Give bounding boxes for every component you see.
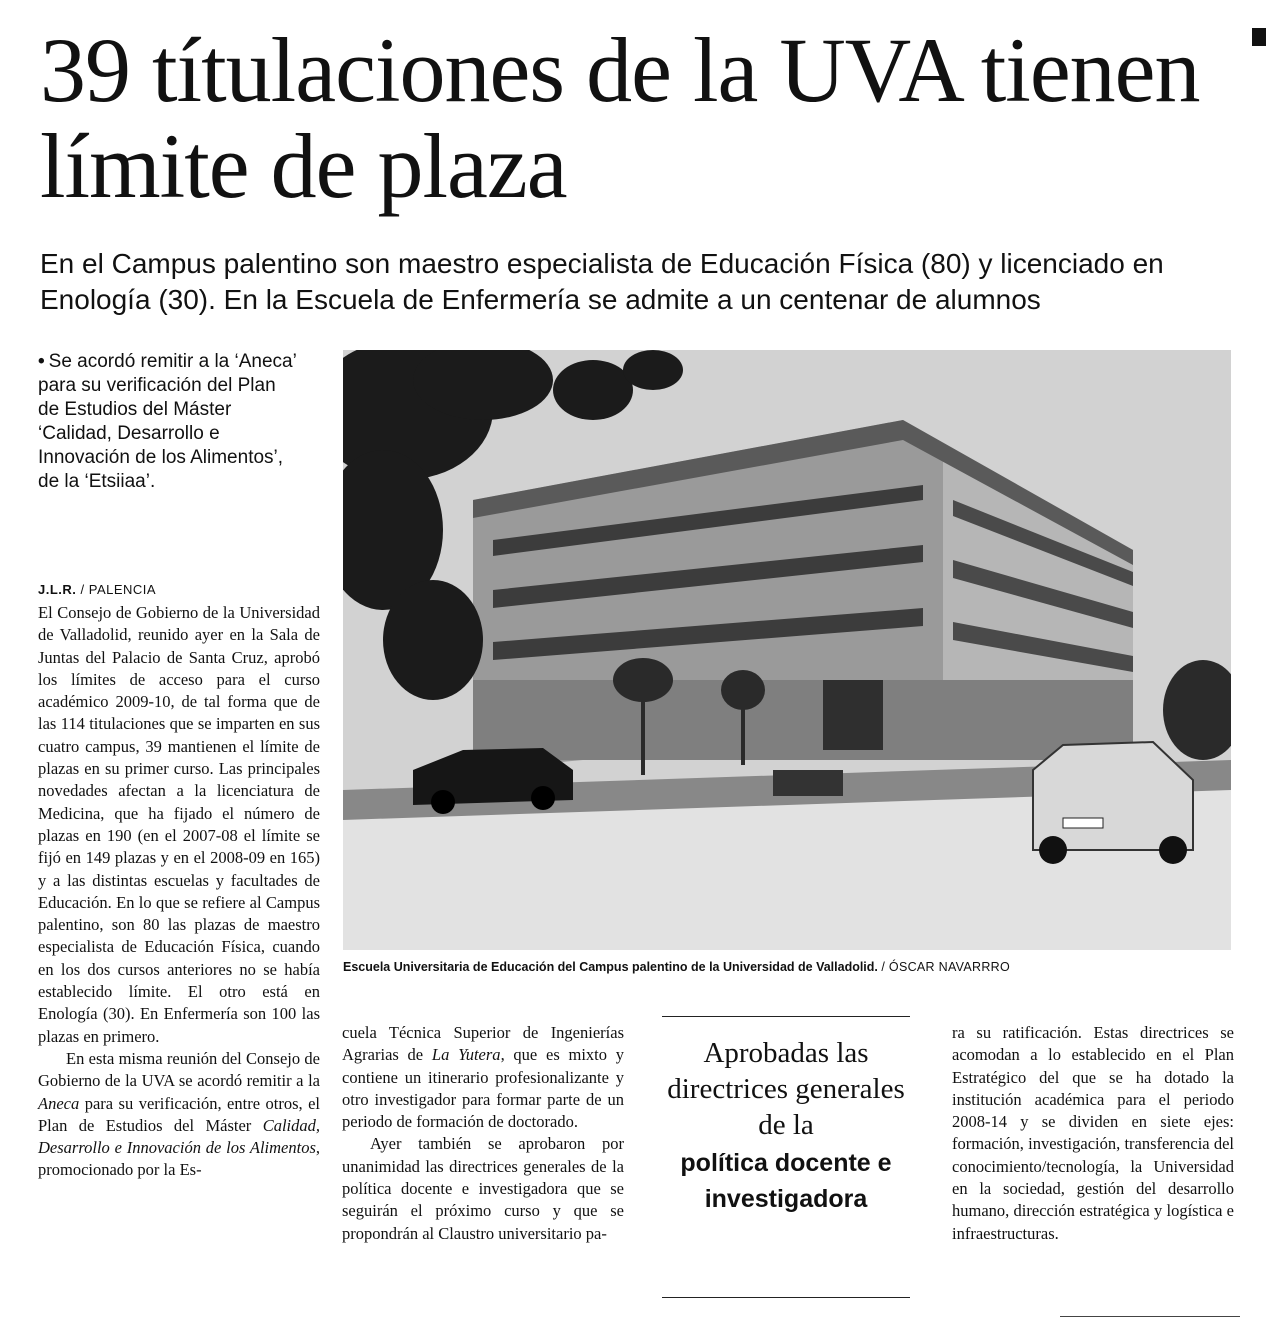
caption-text: Escuela Universitaria de Educación del Campus palentino de la Universidad de Valladolid. bbox=[343, 960, 878, 974]
subheadline: En el Campus palentino son maestro especialista de Educación Física (80) y licenciado en Enología (30). En la Escuela de Enfermería se admite a un centenar de alumnos bbox=[40, 248, 1164, 315]
headline: 39 títulaciones de la UVA tienen límite de plaza bbox=[40, 19, 1200, 217]
text-run: cuela Técnica Superior de Ingenierías Agrarias de bbox=[342, 1023, 624, 1065]
body-column-1 bbox=[38, 602, 320, 1182]
summary-highlight bbox=[38, 350, 298, 494]
body-paragraph: El Consejo de Gobierno de la Universidad de Valladolid, reunido ayer en la Sala de Juntas del Palacio de Santa Cruz, aprobó los límites de acceso para el curso académico 2009-10, de tal forma que de las 114 titulaciones que se imparten en sus cuatro campus, 39 mantienen el límite de plazas en su primer curso. Las principales novedades afectan a la licenciatura de Medicina, que ha fijado el número de plazas en 190 (en el 2007-08 el límite se fijó en 149 plazas y en el 2008-09 en 165) y a las distintas escuelas y facultades de Educación. En lo que se refiere al Campus palentino, son 80 las plazas de maestro especialista de Educación Física, cuando en los dos cursos anteriores no se había establecido límite. El otro está en Enología (30). En Enfermería son 100 las plazas en primero. bbox=[38, 603, 320, 1046]
page-rule bbox=[1060, 1316, 1240, 1317]
photo bbox=[343, 350, 1231, 950]
body-paragraph bbox=[38, 1048, 320, 1182]
body-paragraph: ra su ratificación. Estas directrices se acomodan a lo establecido en el Plan Estratégico del que se ha dotado la institución académica para el periodo 2008-14 y se dividen en siete ejes: formación, investigación, transferencia del conocimiento/tecnología, la Universidad en la sociedad, gestión del desarrollo humano, dirección estratégica y logística e infraestructuras. bbox=[952, 1023, 1234, 1243]
bullet-icon: • bbox=[38, 351, 45, 372]
page-corner-mark bbox=[1252, 28, 1266, 46]
italic-term: Aneca bbox=[38, 1093, 80, 1113]
building-photo bbox=[343, 350, 1231, 950]
text-run: , que es mixto y contiene un itinerario profesionalizante y otro investigador para formar parte de un periodo de formación de doctorado. bbox=[342, 1045, 624, 1132]
photo-credit: / ÓSCAR NAVARRRO bbox=[881, 960, 1011, 974]
byline bbox=[38, 582, 328, 597]
byline-separator: / bbox=[76, 582, 89, 597]
body-paragraph: Ayer también se aprobaron por unanimidad las directrices generales de la política docente e investigadora que se seguirán el próximo curso y que se propondrán al Claustro universitario pa- bbox=[342, 1134, 624, 1243]
pull-quote-kicker: Aprobadas las directrices generales de la bbox=[667, 1037, 905, 1141]
body-column-2 bbox=[342, 1022, 624, 1245]
pull-quote-focus: política docente e investigadora bbox=[680, 1149, 892, 1213]
text-run: , promocionado por la Es- bbox=[38, 1138, 320, 1180]
italic-term: La Yutera bbox=[431, 1045, 501, 1065]
summary-text: Se acordó remitir a la ‘Aneca’ para su verificación del Plan de Estudios del Máster ‘Calidad, Desarrollo e Innovación de los Alimentos’, de la ‘Etsiiaa’. bbox=[38, 351, 297, 492]
photo-caption bbox=[343, 960, 1243, 974]
text-run: para su verificación, entre otros, el Plan de Estudios del Máster bbox=[38, 1093, 320, 1135]
byline-location: PALENCIA bbox=[88, 582, 157, 597]
pull-quote-box bbox=[662, 1016, 910, 1298]
body-column-3 bbox=[952, 1022, 1234, 1245]
text-run: En esta misma reunión del Consejo de Gobierno de la UVA se acordó remitir a la bbox=[38, 1048, 320, 1091]
body-paragraph bbox=[342, 1022, 624, 1133]
byline-author: J.L.R. bbox=[38, 582, 77, 597]
italic-term: Calidad, Desarrollo e Innovación de los Alimentos bbox=[38, 1115, 320, 1158]
pull-quote-rule bbox=[662, 1297, 910, 1298]
